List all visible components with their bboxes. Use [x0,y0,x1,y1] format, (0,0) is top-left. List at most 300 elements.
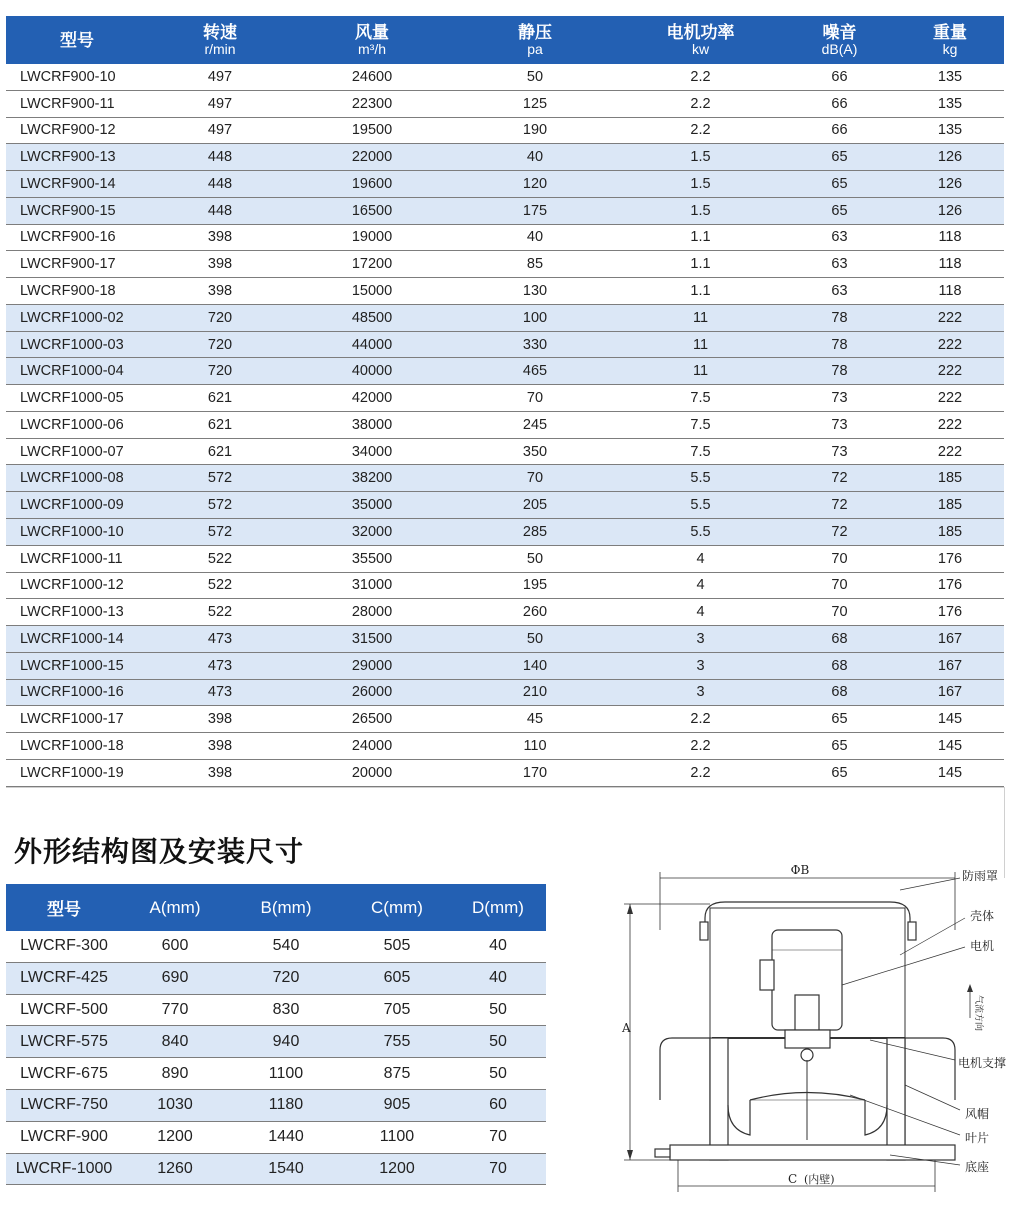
dimension-cell: 40 [450,962,546,994]
value-cell: 190 [452,117,618,144]
value-cell: 70 [783,599,896,626]
model-cell: LWCRF-750 [6,1089,122,1121]
value-cell: 1.1 [618,251,783,278]
value-cell: 222 [896,358,1004,385]
value-cell: 68 [783,679,896,706]
value-cell: 2.2 [618,759,783,786]
model-cell: LWCRF1000-14 [6,626,148,653]
value-cell: 2.2 [618,117,783,144]
value-cell: 65 [783,759,896,786]
spec-table-bottom-rule [6,787,1004,788]
value-cell: 222 [896,411,1004,438]
value-cell: 222 [896,331,1004,358]
value-cell: 2.2 [618,706,783,733]
value-cell: 205 [452,492,618,519]
model-cell: LWCRF1000-13 [6,599,148,626]
value-cell: 100 [452,304,618,331]
value-cell: 167 [896,652,1004,679]
value-cell: 28000 [292,599,452,626]
spec-header-cell [618,16,783,64]
table-row [6,626,1004,653]
value-cell: 1.5 [618,144,783,171]
value-cell: 63 [783,251,896,278]
table-row [6,465,1004,492]
value-cell: 398 [148,224,292,251]
value-cell: 63 [783,278,896,305]
model-cell: LWCRF1000-11 [6,545,148,572]
value-cell: 34000 [292,438,452,465]
dimension-cell: 1030 [122,1089,228,1121]
spec-header-cell [896,16,1004,64]
spec-header-title: 静压 [518,23,552,42]
dim-c-label: C [788,1172,798,1186]
dimension-table [6,884,546,1185]
dimension-cell: 70 [450,1121,546,1153]
value-cell: 398 [148,706,292,733]
value-cell: 176 [896,572,1004,599]
value-cell: 222 [896,438,1004,465]
table-row [6,278,1004,305]
model-cell: LWCRF900-17 [6,251,148,278]
value-cell: 260 [452,599,618,626]
table-row [6,251,1004,278]
value-cell: 73 [783,411,896,438]
value-cell: 7.5 [618,438,783,465]
value-cell: 42000 [292,385,452,412]
model-cell: LWCRF1000-05 [6,385,148,412]
model-cell: LWCRF1000-18 [6,733,148,760]
label-motor-support: 电机支撑 [958,1056,1007,1070]
value-cell: 3 [618,679,783,706]
value-cell: 38000 [292,411,452,438]
value-cell: 522 [148,545,292,572]
value-cell: 176 [896,599,1004,626]
value-cell: 125 [452,90,618,117]
value-cell: 40 [452,144,618,171]
spec-header-title: 噪音 [822,23,857,42]
dimension-cell: 1180 [228,1089,344,1121]
table-row [6,171,1004,198]
value-cell: 120 [452,171,618,198]
model-cell: LWCRF1000-15 [6,652,148,679]
table-row [6,652,1004,679]
value-cell: 473 [148,626,292,653]
value-cell: 497 [148,90,292,117]
value-cell: 110 [452,733,618,760]
value-cell: 4 [618,572,783,599]
value-cell: 72 [783,492,896,519]
table-row [6,492,1004,519]
dim-header-cell: D(mm) [450,884,546,931]
dimension-cell: 1260 [122,1153,228,1185]
value-cell: 72 [783,465,896,492]
value-cell: 48500 [292,304,452,331]
value-cell: 11 [618,358,783,385]
label-base: 底座 [965,1160,990,1174]
value-cell: 65 [783,197,896,224]
table-row [6,519,1004,546]
label-airflow: 气流方向 [973,995,983,1032]
value-cell: 185 [896,465,1004,492]
value-cell: 65 [783,144,896,171]
value-cell: 7.5 [618,385,783,412]
value-cell: 70 [452,385,618,412]
table-row [6,197,1004,224]
spec-header-cell [783,16,896,64]
value-cell: 78 [783,304,896,331]
table-row [6,1026,546,1058]
value-cell: 22000 [292,144,452,171]
label-motor: 电机 [970,939,995,953]
value-cell: 473 [148,652,292,679]
model-cell: LWCRF-675 [6,1058,122,1090]
value-cell: 66 [783,90,896,117]
model-cell: LWCRF-500 [6,994,122,1026]
value-cell: 11 [618,331,783,358]
value-cell: 1.5 [618,197,783,224]
base-shape [670,1145,955,1160]
value-cell: 65 [783,706,896,733]
table-row [6,304,1004,331]
dimension-cell: 830 [228,994,344,1026]
spec-header-unit: kg [942,41,958,57]
value-cell: 3 [618,652,783,679]
dimension-cell: 690 [122,962,228,994]
value-cell: 16500 [292,197,452,224]
dim-a-label: A [622,1021,631,1035]
value-cell: 19000 [292,224,452,251]
model-cell: LWCRF-900 [6,1121,122,1153]
dim-header-cell: C(mm) [344,884,450,931]
spec-table [6,16,1004,787]
value-cell: 118 [896,251,1004,278]
value-cell: 398 [148,733,292,760]
value-cell: 572 [148,465,292,492]
value-cell: 63 [783,224,896,251]
table-row [6,358,1004,385]
value-cell: 145 [896,759,1004,786]
dimension-cell: 50 [450,1026,546,1058]
table-row [6,1058,546,1090]
value-cell: 167 [896,626,1004,653]
value-cell: 2.2 [618,64,783,90]
value-cell: 1.1 [618,278,783,305]
dim-table-container [6,884,546,1185]
value-cell: 20000 [292,759,452,786]
value-cell: 50 [452,64,618,90]
dimension-cell: 770 [122,994,228,1026]
dimension-cell: 1200 [122,1121,228,1153]
value-cell: 118 [896,278,1004,305]
label-blade: 叶片 [965,1131,990,1145]
value-cell: 66 [783,64,896,90]
value-cell: 72 [783,519,896,546]
table-row [6,144,1004,171]
model-cell: LWCRF1000-04 [6,358,148,385]
dimension-cell: 605 [344,962,450,994]
value-cell: 330 [452,331,618,358]
spec-header-title: 重量 [933,23,967,42]
value-cell: 31500 [292,626,452,653]
value-cell: 66 [783,117,896,144]
dimension-cell: 720 [228,962,344,994]
value-cell: 3 [618,626,783,653]
table-row [6,411,1004,438]
model-cell: LWCRF1000-10 [6,519,148,546]
value-cell: 4 [618,599,783,626]
value-cell: 1.1 [618,224,783,251]
model-cell: LWCRF-575 [6,1026,122,1058]
value-cell: 167 [896,679,1004,706]
dimension-cell: 50 [450,994,546,1026]
dimension-cell: 70 [450,1153,546,1185]
value-cell: 130 [452,278,618,305]
value-cell: 145 [896,706,1004,733]
dim-header-cell: A(mm) [122,884,228,931]
spec-header-title: 转速 [203,23,237,42]
table-row [6,545,1004,572]
model-cell: LWCRF900-15 [6,197,148,224]
value-cell: 285 [452,519,618,546]
value-cell: 135 [896,64,1004,90]
value-cell: 40000 [292,358,452,385]
value-cell: 35000 [292,492,452,519]
value-cell: 38200 [292,465,452,492]
table-row [6,733,1004,760]
value-cell: 126 [896,197,1004,224]
value-cell: 45 [452,706,618,733]
value-cell: 497 [148,64,292,90]
value-cell: 572 [148,492,292,519]
model-cell: LWCRF1000-17 [6,706,148,733]
value-cell: 85 [452,251,618,278]
dimension-cell: 540 [228,931,344,962]
value-cell: 522 [148,572,292,599]
value-cell: 720 [148,304,292,331]
spec-header-unit: pa [527,41,543,57]
dimension-cell: 505 [344,931,450,962]
table-row [6,599,1004,626]
spec-table-header [6,16,1004,64]
dimension-cell: 1200 [344,1153,450,1185]
hood-right [905,1038,955,1160]
table-row [6,438,1004,465]
model-cell: LWCRF-425 [6,962,122,994]
shaft-hub [801,1049,813,1061]
dimension-cell: 1440 [228,1121,344,1153]
spec-header-unit: r/min [204,41,236,57]
spec-header-cell [6,16,148,64]
dim-header-cell: B(mm) [228,884,344,931]
dim-c-note: (内壁) [804,1173,835,1186]
table-row [6,994,546,1026]
spec-header-title: 型号 [60,30,94,50]
value-cell: 222 [896,385,1004,412]
dimension-cell: 840 [122,1026,228,1058]
dimension-cell: 1100 [228,1058,344,1090]
model-cell: LWCRF1000-19 [6,759,148,786]
value-cell: 210 [452,679,618,706]
value-cell: 19500 [292,117,452,144]
value-cell: 65 [783,171,896,198]
value-cell: 32000 [292,519,452,546]
value-cell: 19600 [292,171,452,198]
value-cell: 5.5 [618,465,783,492]
table-row [6,759,1004,786]
value-cell: 185 [896,519,1004,546]
table-row [6,385,1004,412]
label-rain-cover: 防雨罩 [962,869,999,883]
value-cell: 73 [783,438,896,465]
value-cell: 175 [452,197,618,224]
model-cell: LWCRF900-13 [6,144,148,171]
model-cell: LWCRF1000-12 [6,572,148,599]
dimension-cell: 940 [228,1026,344,1058]
dimension-cell: 875 [344,1058,450,1090]
dimension-cell: 600 [122,931,228,962]
value-cell: 15000 [292,278,452,305]
value-cell: 73 [783,385,896,412]
model-cell: LWCRF-300 [6,931,122,962]
value-cell: 35500 [292,545,452,572]
value-cell: 448 [148,197,292,224]
value-cell: 4 [618,545,783,572]
value-cell: 78 [783,331,896,358]
dimension-cell: 755 [344,1026,450,1058]
dimension-cell: 890 [122,1058,228,1090]
table-row [6,931,546,962]
model-cell: LWCRF1000-07 [6,438,148,465]
spec-header-title: 风量 [355,23,389,42]
value-cell: 170 [452,759,618,786]
table-row [6,572,1004,599]
label-hood: 风帽 [965,1107,990,1121]
spec-header-cell [452,16,618,64]
value-cell: 50 [452,626,618,653]
value-cell: 448 [148,144,292,171]
value-cell: 350 [452,438,618,465]
value-cell: 24000 [292,733,452,760]
value-cell: 222 [896,304,1004,331]
table-row [6,1121,546,1153]
table-row [6,90,1004,117]
value-cell: 2.2 [618,733,783,760]
value-cell: 522 [148,599,292,626]
model-cell: LWCRF1000-09 [6,492,148,519]
spec-header-unit: dB(A) [821,41,858,57]
dim-header-cell: 型号 [6,884,122,931]
model-cell: LWCRF900-16 [6,224,148,251]
value-cell: 398 [148,759,292,786]
dim-table-header [6,884,546,931]
value-cell: 398 [148,278,292,305]
dimension-cell: 1540 [228,1153,344,1185]
value-cell: 135 [896,90,1004,117]
table-row [6,331,1004,358]
value-cell: 40 [452,224,618,251]
value-cell: 176 [896,545,1004,572]
section-title: 外形结构图及安装尺寸 [14,836,305,867]
value-cell: 7.5 [618,411,783,438]
value-cell: 135 [896,117,1004,144]
table-row [6,706,1004,733]
value-cell: 572 [148,519,292,546]
value-cell: 29000 [292,652,452,679]
model-cell: LWCRF900-10 [6,64,148,90]
model-cell: LWCRF1000-06 [6,411,148,438]
label-housing: 壳体 [970,909,995,923]
value-cell: 145 [896,733,1004,760]
value-cell: 17200 [292,251,452,278]
dimension-cell: 1100 [344,1121,450,1153]
value-cell: 621 [148,438,292,465]
table-row [6,117,1004,144]
dimension-cell: 905 [344,1089,450,1121]
spec-header-unit: kw [691,41,710,57]
model-cell: LWCRF1000-16 [6,679,148,706]
spec-header-unit: m³/h [358,41,386,57]
value-cell: 1.5 [618,171,783,198]
table-row [6,64,1004,90]
table-row [6,962,546,994]
dimension-cell: 40 [450,931,546,962]
value-cell: 70 [783,572,896,599]
value-cell: 118 [896,224,1004,251]
value-cell: 195 [452,572,618,599]
value-cell: 140 [452,652,618,679]
value-cell: 398 [148,251,292,278]
table-row [6,224,1004,251]
table-row [6,1153,546,1185]
value-cell: 24600 [292,64,452,90]
value-cell: 70 [783,545,896,572]
model-cell: LWCRF-1000 [6,1153,122,1185]
model-cell: LWCRF900-12 [6,117,148,144]
value-cell: 245 [452,411,618,438]
value-cell: 26500 [292,706,452,733]
value-cell: 31000 [292,572,452,599]
model-cell: LWCRF1000-08 [6,465,148,492]
value-cell: 22300 [292,90,452,117]
dimension-cell: 50 [450,1058,546,1090]
spec-table-body [6,64,1004,786]
model-cell: LWCRF1000-03 [6,331,148,358]
value-cell: 68 [783,652,896,679]
value-cell: 11 [618,304,783,331]
table-row [6,1089,546,1121]
dim-table-body [6,931,546,1185]
hood-left [660,1038,710,1160]
dimension-cell: 705 [344,994,450,1026]
value-cell: 448 [148,171,292,198]
value-cell: 126 [896,171,1004,198]
spec-header-cell [148,16,292,64]
dimension-cell: 60 [450,1089,546,1121]
fan-structure-drawing [560,860,1008,1200]
value-cell: 621 [148,385,292,412]
spec-table-container [6,16,1004,787]
model-cell: LWCRF1000-02 [6,304,148,331]
value-cell: 621 [148,411,292,438]
table-row [6,679,1004,706]
dim-b-label: ΦB [790,863,810,877]
value-cell: 126 [896,144,1004,171]
model-cell: LWCRF900-18 [6,278,148,305]
value-cell: 185 [896,492,1004,519]
spec-header-title: 电机功率 [666,23,735,42]
value-cell: 720 [148,331,292,358]
value-cell: 68 [783,626,896,653]
